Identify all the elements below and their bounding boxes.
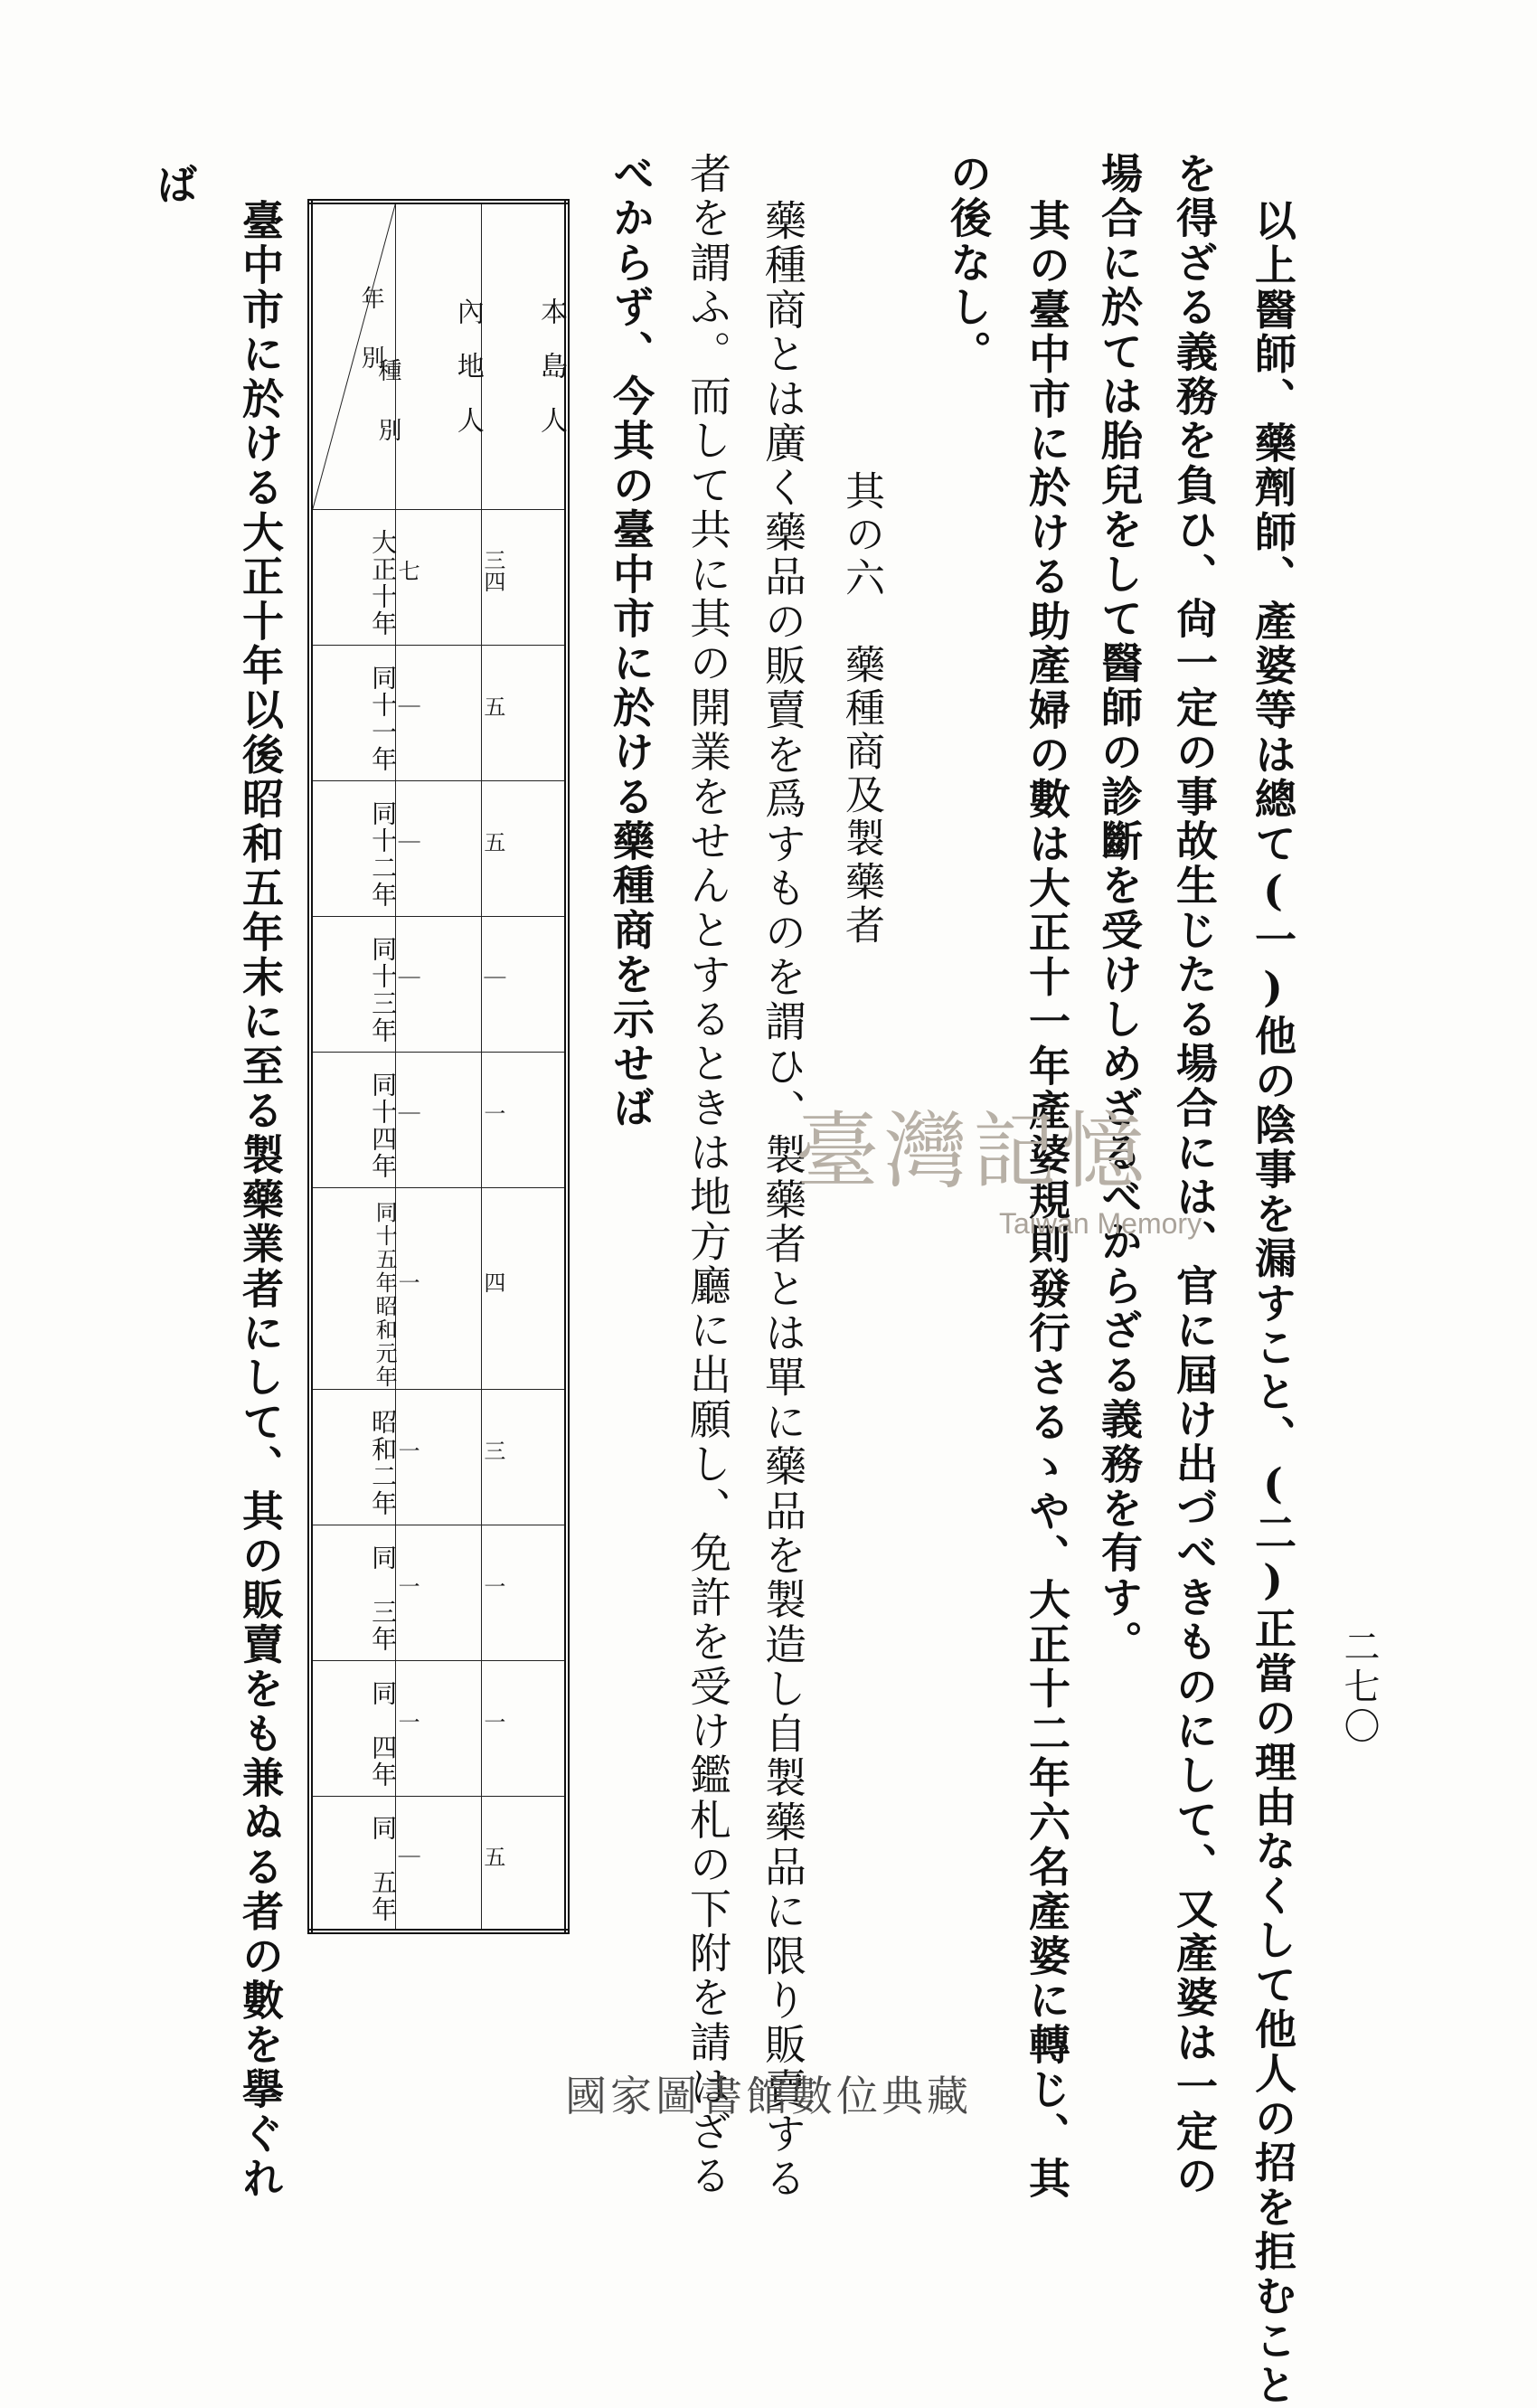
table-value-hontou: 五 — [481, 780, 567, 916]
table-value-hontou: 五 — [481, 645, 567, 780]
watermark-subtitle: Taiwan Memory — [999, 1207, 1202, 1240]
pharmacy-count-table — [307, 199, 570, 1934]
table-value-hontou: ｜ — [481, 916, 567, 1052]
table-value-naichi: ｜ — [396, 780, 482, 916]
table-year-cell: 同十四年 — [310, 1052, 396, 1187]
page-number: 二七〇 — [1338, 1628, 1380, 1747]
text-column-10: ば — [150, 163, 199, 208]
table-value-hontou: 三四 — [481, 509, 567, 645]
table-year-cell: 同十五年昭和元年 — [310, 1187, 396, 1389]
table-year-cell: 昭和二年 — [310, 1389, 396, 1525]
text-column-4: 其の臺中市に於ける助產婦の數は大正十一年產婆規則發行さるゝや、大正十二年六名產婆に轉じ、其 — [1023, 199, 1071, 2201]
table-year-cell: 同十三年 — [310, 916, 396, 1052]
table-year-cell: 同十一年 — [310, 645, 396, 780]
table-corner-cell — [310, 202, 401, 509]
text-column-6: 藥種商とは廣く藥品の販賣を爲すものを謂ひ、製藥者とは單に藥品を製造し自製藥品に限り販賣する — [759, 199, 807, 2201]
table-row-label-naichi: 內地人 — [396, 202, 482, 509]
table-year-cell: 同 三年 — [310, 1525, 396, 1660]
table-value-naichi: 七 — [396, 509, 482, 645]
text-column-2: を得ざる義務を負ひ、尙一定の事故生じたる場合には、官に屆け出づべきものにして、又產婆は一定の — [1170, 152, 1219, 2199]
table-value-naichi: 一 — [396, 1660, 482, 1796]
table-value-hontou: 四 — [481, 1187, 567, 1389]
table-value-hontou: 三 — [481, 1389, 567, 1525]
text-column-8: べからず、今其の臺中市に於ける藥種商を示せば — [607, 152, 655, 1131]
table-value-naichi: ｜ — [396, 916, 482, 1052]
table-value-naichi: 一 — [396, 1187, 482, 1389]
table-value-naichi: 一 — [396, 1525, 482, 1660]
table-value-hontou: 五 — [481, 1796, 567, 1931]
table-year-cell: 同 五年 — [310, 1796, 396, 1931]
table-row-label-hontou: 本島人 — [481, 202, 567, 509]
table-corner-type-label: 種別 — [374, 358, 401, 477]
table-year-cell: 同 四年 — [310, 1660, 396, 1796]
table-value-hontou: 一 — [481, 1052, 567, 1187]
table-value-naichi: 一 — [396, 1389, 482, 1525]
footer-credit: 國家圖書館數位典藏 — [565, 2072, 972, 2120]
text-column-5: の後なし。 — [944, 152, 993, 374]
table-value-naichi: ｜ — [396, 645, 482, 780]
watermark-logo: 臺灣記憶 — [796, 1103, 1151, 1200]
text-column-1: 以上醫師、藥劑師、產婆等は總て(一)他の陰事を漏すこと、(二)正當の理由なくして他人の招を拒むこと — [1249, 199, 1297, 2408]
table-year-cell: 同十二年 — [310, 780, 396, 916]
text-column-9: 臺中市に於ける大正十年以後昭和五年末に至る製藥業者にして、其の販賣をも兼ぬる者の數を擧ぐれ — [236, 199, 285, 2201]
text-column-3: 場合に於ては胎兒をして醫師の診斷を受けしめざるべからざる義務を有す。 — [1095, 152, 1144, 1665]
table-value-naichi: ｜ — [396, 1796, 482, 1931]
table-value-hontou: 一 — [481, 1525, 567, 1660]
table-value-naichi: ｜ — [396, 1052, 482, 1187]
table-year-cell: 大正十年 — [310, 509, 396, 645]
section-heading: 其の六 藥種商及製藥者 — [838, 470, 884, 948]
table-value-hontou: 一 — [481, 1660, 567, 1796]
text-column-7: 者を謂ふ。而して共に其の開業をせんとするときは地方廳に出願し、免許を受け鑑札の下附を請はざる — [684, 152, 732, 2199]
table-corner-year-label: 年別 — [357, 286, 385, 405]
